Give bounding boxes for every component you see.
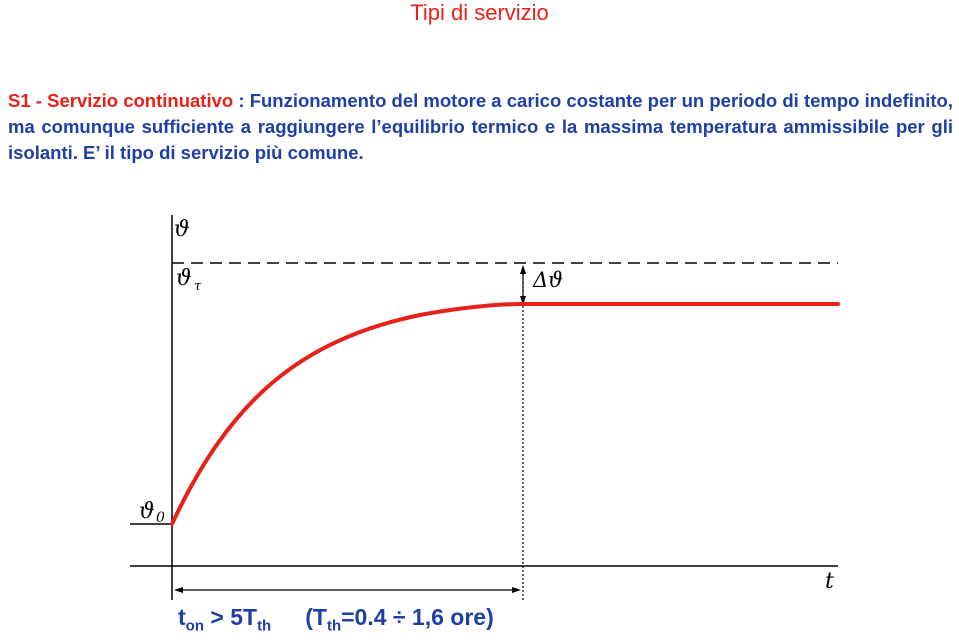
formula-relation: > 5T [204,604,258,630]
formula-relation-sub: th [257,617,272,635]
duration-arrow-head-left [174,587,183,593]
delta-label: Δϑ [533,268,564,292]
duration-arrow-head-right [512,587,521,593]
service-label: S1 - Servizio continuativo [8,90,234,111]
formula-paren-open: (T [305,604,327,630]
steady-value-label: ϑ [176,266,192,291]
formula-t: t [178,604,186,630]
service-text: : Funzionamento del motore a carico costante per un periodo di tempo indefinito, ma comunque sufficiente a raggiungere l’equilibrio termico e la massima temperatura ammissibile per gli isolanti. E’ il tipo di servizio più comune. [8,90,953,163]
duration-formula [178,602,494,642]
initial-value-sub: 0 [156,510,165,526]
formula-t-sub: on [185,617,204,635]
initial-value-label: ϑ [139,499,155,524]
y-axis-label: ϑ [174,217,190,242]
formula-paren-rest: =0.4 ÷ 1,6 ore) [341,604,494,630]
page-title: Tipi di servizio [410,0,549,25]
temperature-curve [172,304,838,524]
delta-arrow-head-up [520,265,526,274]
x-axis-label: t [825,569,834,594]
steady-value-sub: τ [194,279,202,294]
formula-paren-sub: th [326,617,342,635]
